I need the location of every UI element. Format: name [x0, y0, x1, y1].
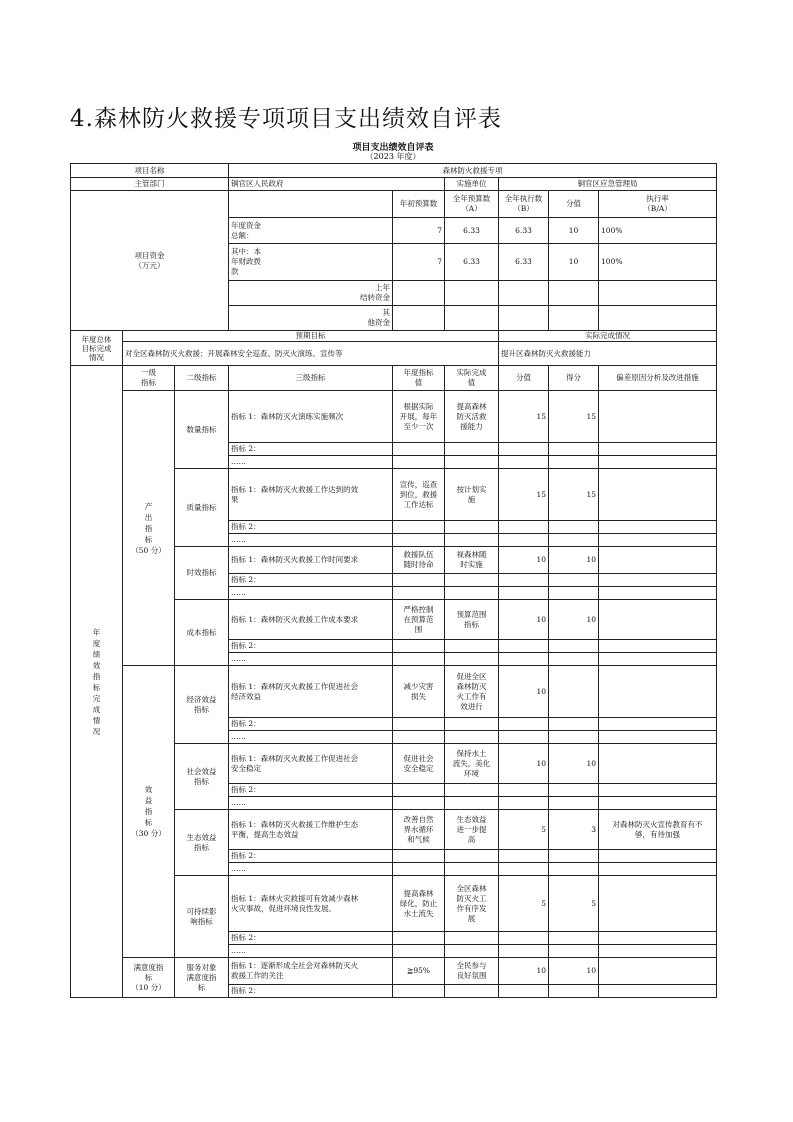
l3-indicator: 指标 1：逐渐形成全社会对森林防灭火 救援工作的关注: [229, 958, 393, 985]
note-value: [599, 600, 717, 640]
performance-table: [70, 163, 717, 998]
header-l3: 三级指标: [229, 366, 393, 391]
score-value: 10: [499, 600, 549, 640]
got-value: 10: [549, 547, 599, 574]
l3-indicator: 指标 1：森林防灭火救援工作达到的效 果: [229, 469, 393, 521]
goal-actual-label: 实际完成情况: [499, 331, 717, 342]
funds-header-score: 分值: [549, 191, 599, 218]
l1-output-text: 产 出 指 标 （50 分）: [131, 501, 166, 555]
funds-row-label: 其 他资金: [229, 306, 393, 331]
score-value: 10: [499, 744, 549, 784]
header-score: 分值: [499, 366, 549, 391]
score-value: 15: [499, 391, 549, 443]
got-value: 3: [549, 810, 599, 850]
unit-label: 实施单位: [445, 178, 499, 191]
funds-initial: 7: [393, 218, 445, 244]
l3-ellipsis: ……: [229, 653, 393, 666]
l2-label: 质量指标: [175, 469, 229, 547]
got-value: 10: [549, 958, 599, 985]
l3-placeholder: 指标 2：: [229, 985, 393, 998]
l3-indicator: 指标 1：森林防灭火救援工作促进社会 经济效益: [229, 666, 393, 718]
goal-label: 年度总体 目标完成 情况: [71, 331, 123, 366]
l3-ellipsis: ……: [229, 863, 393, 876]
project-name-label: 项目名称: [71, 164, 229, 178]
l3-placeholder: 指标 2：: [229, 574, 393, 587]
l3-ellipsis: ……: [229, 456, 393, 469]
l3-indicator: 指标 1：森林防灭火演练实施频次: [229, 391, 393, 443]
funds-row-label: 上年 结转资金: [229, 281, 393, 306]
l1-benefit-text: 效 益 指 标 （30 分）: [131, 785, 166, 838]
got-value: [549, 666, 599, 718]
l2-label: 时效指标: [175, 547, 229, 600]
header-actual: 实际完成 值: [445, 366, 499, 391]
note-value: [599, 391, 717, 443]
note-value: [599, 666, 717, 718]
page-heading: 4.森林防火救援专项项目支出绩效自评表: [70, 106, 502, 132]
target-value: 改善自然 界水循环 和气候: [393, 810, 445, 850]
funds-row-label: 其中：本 年财政拨 款: [229, 244, 393, 281]
score-value: 10: [499, 958, 549, 985]
target-value: ≧95%: [393, 958, 445, 985]
actual-value: 按计划实 施: [445, 469, 499, 521]
l3-placeholder: 指标 2：: [229, 718, 393, 731]
funds-header-exec: 全年执行数（B）: [499, 191, 549, 218]
funds-score: [549, 306, 599, 331]
note-value: 对森林防灭火宣传教育有不 够，有待加强: [599, 810, 717, 850]
l2-label: 成本指标: [175, 600, 229, 666]
dept-label: 主管部门: [71, 178, 229, 191]
funds-score: 10: [549, 244, 599, 281]
project-name-value: 森林防火救援专项: [229, 164, 717, 178]
target-value: 提高森林 绿化，防止 水土流失: [393, 876, 445, 932]
l3-placeholder: 指标 2：: [229, 850, 393, 863]
note-value: [599, 547, 717, 574]
got-value: 15: [549, 469, 599, 521]
funds-initial: [393, 306, 445, 331]
note-value: [599, 744, 717, 784]
l3-placeholder: 指标 2：: [229, 640, 393, 653]
got-value: 10: [549, 600, 599, 640]
header-target: 年度指标 值: [393, 366, 445, 391]
funds-label: 项目资金 （万元）: [71, 191, 229, 331]
l3-placeholder: 指标 2：: [229, 521, 393, 534]
note-value: [599, 958, 717, 985]
score-value: 10: [499, 547, 549, 574]
l2-label: 服务对象 满意度指 标: [175, 958, 229, 998]
target-value: 严格控制 在预算范 围: [393, 600, 445, 640]
score-value: 5: [499, 810, 549, 850]
score-value: 5: [499, 876, 549, 932]
l1-benefit: [123, 666, 175, 958]
l3-placeholder: 指标 2：: [229, 932, 393, 945]
l3-indicator: 指标 1：森林防灭火救援工作维护生态 平衡，提高生态效益: [229, 810, 393, 850]
indicators-section-label: [71, 366, 123, 998]
l3-ellipsis: ……: [229, 587, 393, 600]
funds-row-label: 年度资金 总额：: [229, 218, 393, 244]
funds-rate: 100%: [599, 218, 717, 244]
l1-satisfaction: 满意度指 标 （10 分）: [123, 958, 175, 998]
actual-value: 生态效益 进一步提 高: [445, 810, 499, 850]
funds-exec: 6.33: [499, 218, 549, 244]
funds-header-initial: 年初预算数: [393, 191, 445, 218]
header-got: 得分: [549, 366, 599, 391]
l3-indicator: 指标 1：森林火灾救援可有效减少森林 火灾事故，促进环境良性发展。: [229, 876, 393, 932]
target-value: 宣传，巡查 到位，救援 工作达标: [393, 469, 445, 521]
l2-label: 社会效益 指标: [175, 744, 229, 810]
l3-indicator: 指标 1：森林防灭火救援工作促进社会 安全稳定: [229, 744, 393, 784]
funds-rate: [599, 281, 717, 306]
funds-header-blank: [229, 191, 393, 218]
l3-ellipsis: ……: [229, 797, 393, 810]
funds-header-rate: 执行率 （B/A）: [599, 191, 717, 218]
funds-rate: 100%: [599, 244, 717, 281]
funds-exec: [499, 306, 549, 331]
goal-expected-label: 预期目标: [123, 331, 499, 342]
score-value: 15: [499, 469, 549, 521]
actual-value: 提高森林 防灭活救 援能力: [445, 391, 499, 443]
funds-header-budget: 全年预算数（A）: [445, 191, 499, 218]
l3-ellipsis: ……: [229, 945, 393, 958]
funds-budget: [445, 306, 499, 331]
l3-placeholder: 指标 2：: [229, 443, 393, 456]
indicators-section-text: 年度绩效指标完成情况: [92, 627, 101, 736]
header-l2: 二级指标: [175, 366, 229, 391]
l2-label: 数量指标: [175, 391, 229, 469]
funds-exec: 6.33: [499, 244, 549, 281]
l1-output: [123, 391, 175, 666]
funds-score: [549, 281, 599, 306]
l3-indicator: 指标 1：森林防灭火救援工作成本要求: [229, 600, 393, 640]
table-title: 项目支出绩效自评表: [352, 143, 434, 153]
l2-label: 经济效益 指标: [175, 666, 229, 744]
l3-ellipsis: ……: [229, 731, 393, 744]
funds-budget: [445, 281, 499, 306]
unit-value: 铜官区应急管理局: [499, 178, 717, 191]
actual-value: 视森林随 时实施: [445, 547, 499, 574]
actual-value: 预算范围 指标: [445, 600, 499, 640]
goal-expected-value: 对全区森林防灭火救援；开展森林安全巡查、防灭火演练、宣传等: [123, 342, 499, 366]
target-value: 救援队伍 随时待命: [393, 547, 445, 574]
funds-budget: 6.33: [445, 244, 499, 281]
actual-value: 全区森林 防灭火工 作有序发 展: [445, 876, 499, 932]
actual-value: 保持水土 流失，美化 环境: [445, 744, 499, 784]
got-value: 5: [549, 876, 599, 932]
table-year: （2023 年度）: [365, 152, 421, 161]
score-value: 10: [499, 666, 549, 718]
l2-label: 生态效益 指标: [175, 810, 229, 876]
funds-score: 10: [549, 218, 599, 244]
note-value: [599, 876, 717, 932]
funds-initial: 7: [393, 244, 445, 281]
l3-ellipsis: ……: [229, 534, 393, 547]
dept-value: 铜官区人民政府: [229, 178, 445, 191]
actual-value: 全民参与 良好氛围: [445, 958, 499, 985]
l2-label: 可持续影 响指标: [175, 876, 229, 958]
got-value: 10: [549, 744, 599, 784]
goal-actual-value: 提升区森林防灭火救援能力: [499, 342, 717, 366]
funds-exec: [499, 281, 549, 306]
target-value: 减少灾害 损失: [393, 666, 445, 718]
header-l1: 一级 指标: [123, 366, 175, 391]
target-value: 促进社会 安全稳定: [393, 744, 445, 784]
funds-rate: [599, 306, 717, 331]
got-value: 15: [549, 391, 599, 443]
note-value: [599, 469, 717, 521]
target-value: 根据实际 开展，每年 至少一次: [393, 391, 445, 443]
header-note: 偏差原因分析及改进措施: [599, 366, 717, 391]
l3-placeholder: 指标 2：: [229, 784, 393, 797]
funds-budget: 6.33: [445, 218, 499, 244]
actual-value: 促进全区 森林防灭 火工作有 效进行: [445, 666, 499, 718]
funds-initial: [393, 281, 445, 306]
l3-indicator: 指标 1：森林防灭火救援工作时间要求: [229, 547, 393, 574]
